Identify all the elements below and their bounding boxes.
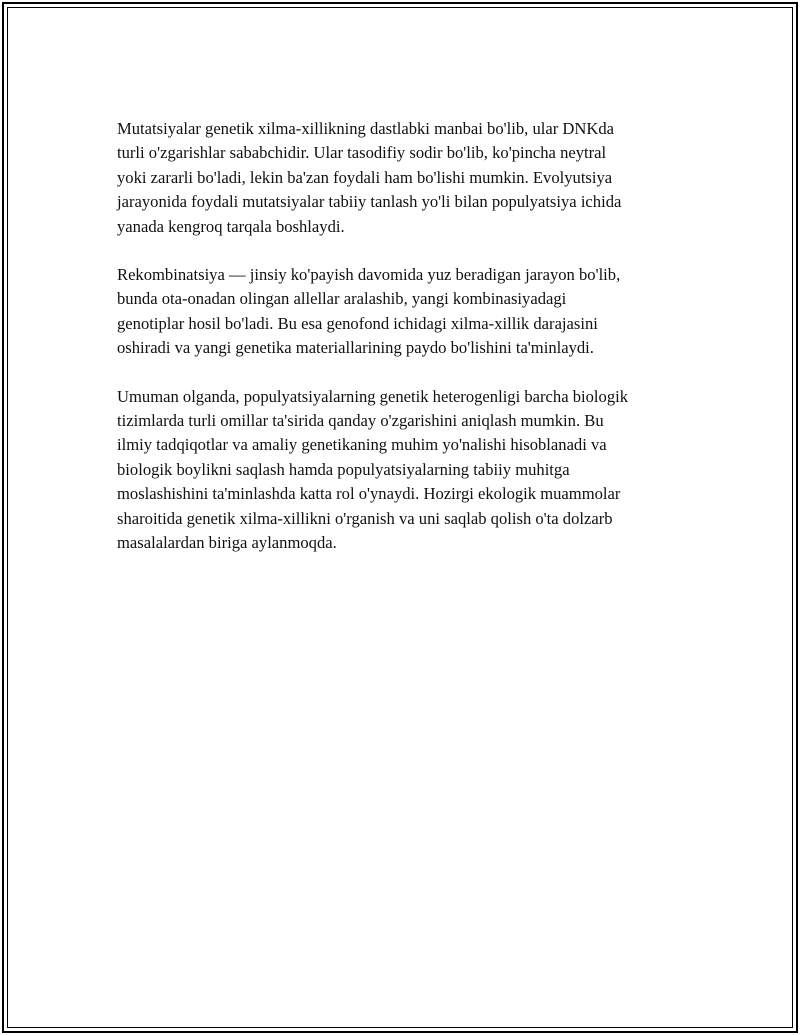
paragraph-recombination: Rekombinatsiya — jinsiy ko'payish davomida yuz beradigan jarayon bo'lib, bunda ota-onadan olingan allellar aralashib, yangi kombinasiyadagi genotiplar hosil bo'ladi. Bu esa genofond ichidagi xilma-xillik darajasini oshiradi va yangi genetika materiallarining paydo bo'lishini ta'minlaydi.: [117, 265, 621, 358]
paragraph-conclusion: Umuman olganda, populyatsiyalarning genetik heterogenligi barcha biologik tizimlarda turli omillar ta'sirida qanday o'zgarishini aniqlash mumkin. Bu ilmiy tadqiqotlar va amaliy genetikaning muhim yo'nalishi hisoblanadi va biologik boylikni saqlash hamda populyatsiyalarning tabiiy muhitga moslashishini ta'minlashda katta rol o'ynaydi. Hozirgi ekologik muammolar sharoitida genetik xilma-xillikni o'rganish va uni saqlab qolish o'ta dolzarb masalalardan biriga aylanmoqda.: [117, 386, 629, 553]
document-body: [117, 117, 697, 556]
paragraph-mutations: Mutatsiyalar genetik xilma-xillikning dastlabki manbai bo'lib, ular DNKda turli o'zgarishlar sababchidir. Ular tasodifiy sodir bo'lib, ko'pincha neytral yoki zararli bo'ladi, lekin ba'zan foydali ham bo'lishi mumkin. Evolyutsiya jarayonida foydali mutatsiyalar tabiiy tanlash yo'li bilan populyatsiya ichida yanada kengroq tarqala boshlaydi.: [117, 119, 622, 236]
